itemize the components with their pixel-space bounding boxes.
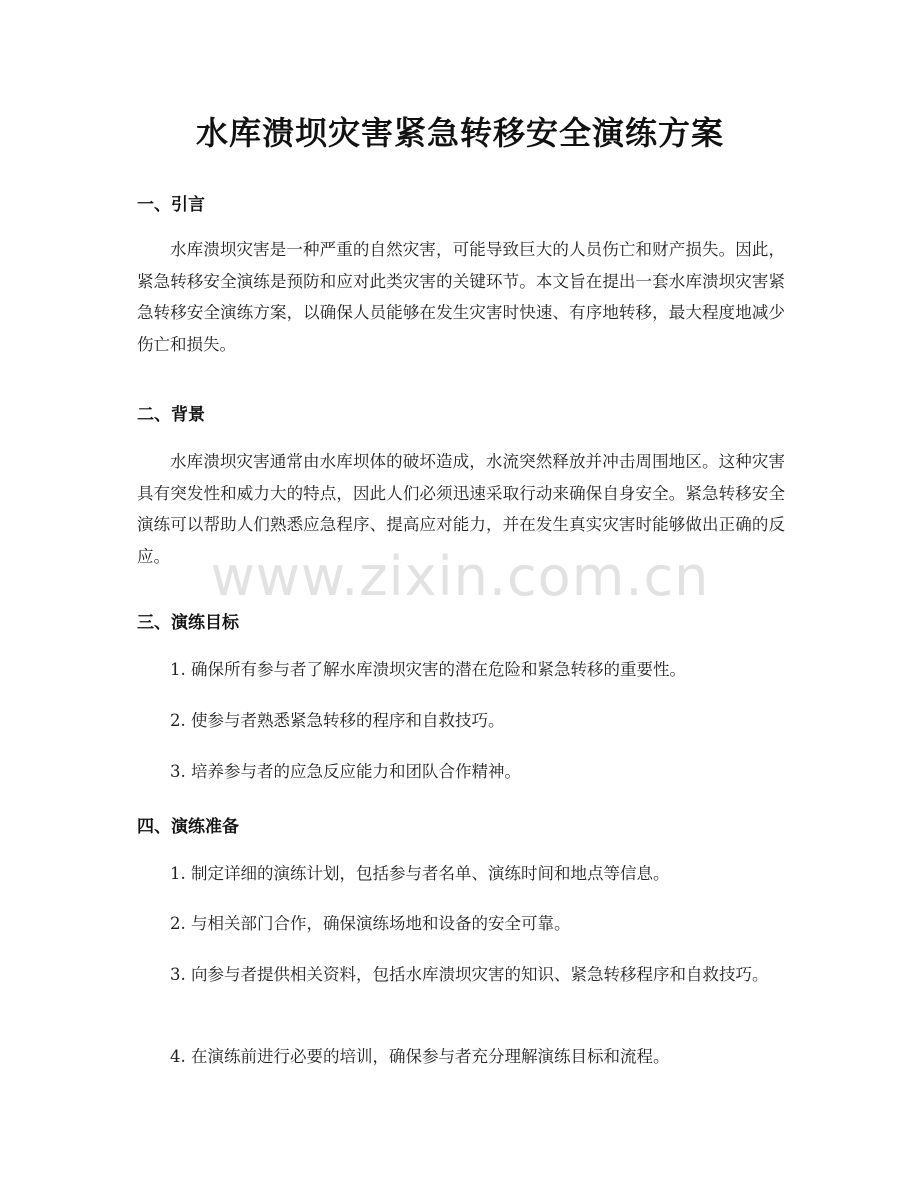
- background-paragraph: 水库溃坝灾害通常由水库坝体的破坏造成，水流突然释放并冲击周围地区。这种灾害具有突发性和威力大的特点，因此人们必须迅速采取行动来确保自身安全。紧急转移安全演练可以帮助人们熟悉应急程序、提高应对能力，并在发生真实灾害时能够做出正确的反应。: [137, 452, 785, 566]
- section-heading-intro: 一、引言: [137, 195, 205, 215]
- document-title: 水库溃坝灾害紧急转移安全演练方案: [195, 114, 724, 152]
- section-heading-goals: 三、演练目标: [137, 613, 239, 633]
- goal-item: 1. 确保所有参与者了解水库溃坝灾害的潜在危险和紧急转移的重要性。: [170, 660, 686, 679]
- preparation-item: 2. 与相关部门合作，确保演练场地和设备的安全可靠。: [170, 914, 571, 933]
- preparation-item: 4. 在演练前进行必要的培训，确保参与者充分理解演练目标和流程。: [170, 1047, 670, 1066]
- preparation-item: 3. 向参与者提供相关资料，包括水库溃坝灾害的知识、紧急转移程序和自救技巧。: [170, 965, 769, 984]
- preparation-item: 1. 制定详细的演练计划，包括参与者名单、演练时间和地点等信息。: [170, 864, 670, 883]
- section-heading-preparation: 四、演练准备: [137, 817, 239, 837]
- goal-item: 3. 培养参与者的应急反应能力和团队合作精神。: [170, 762, 521, 781]
- goal-item: 2. 使参与者熟悉紧急转移的程序和自救技巧。: [170, 711, 505, 730]
- section-heading-background: 二、背景: [137, 405, 205, 425]
- intro-paragraph: 水库溃坝灾害是一种严重的自然灾害，可能导致巨大的人员伤亡和财产损失。因此，紧急转移安全演练是预防和应对此类灾害的关键环节。本文旨在提出一套水库溃坝灾害紧急转移安全演练方案，以确保人员能够在发生灾害时快速、有序地转移，最大程度地减少伤亡和损失。: [137, 240, 785, 354]
- watermark: www.zixin.com.cn: [210, 545, 710, 608]
